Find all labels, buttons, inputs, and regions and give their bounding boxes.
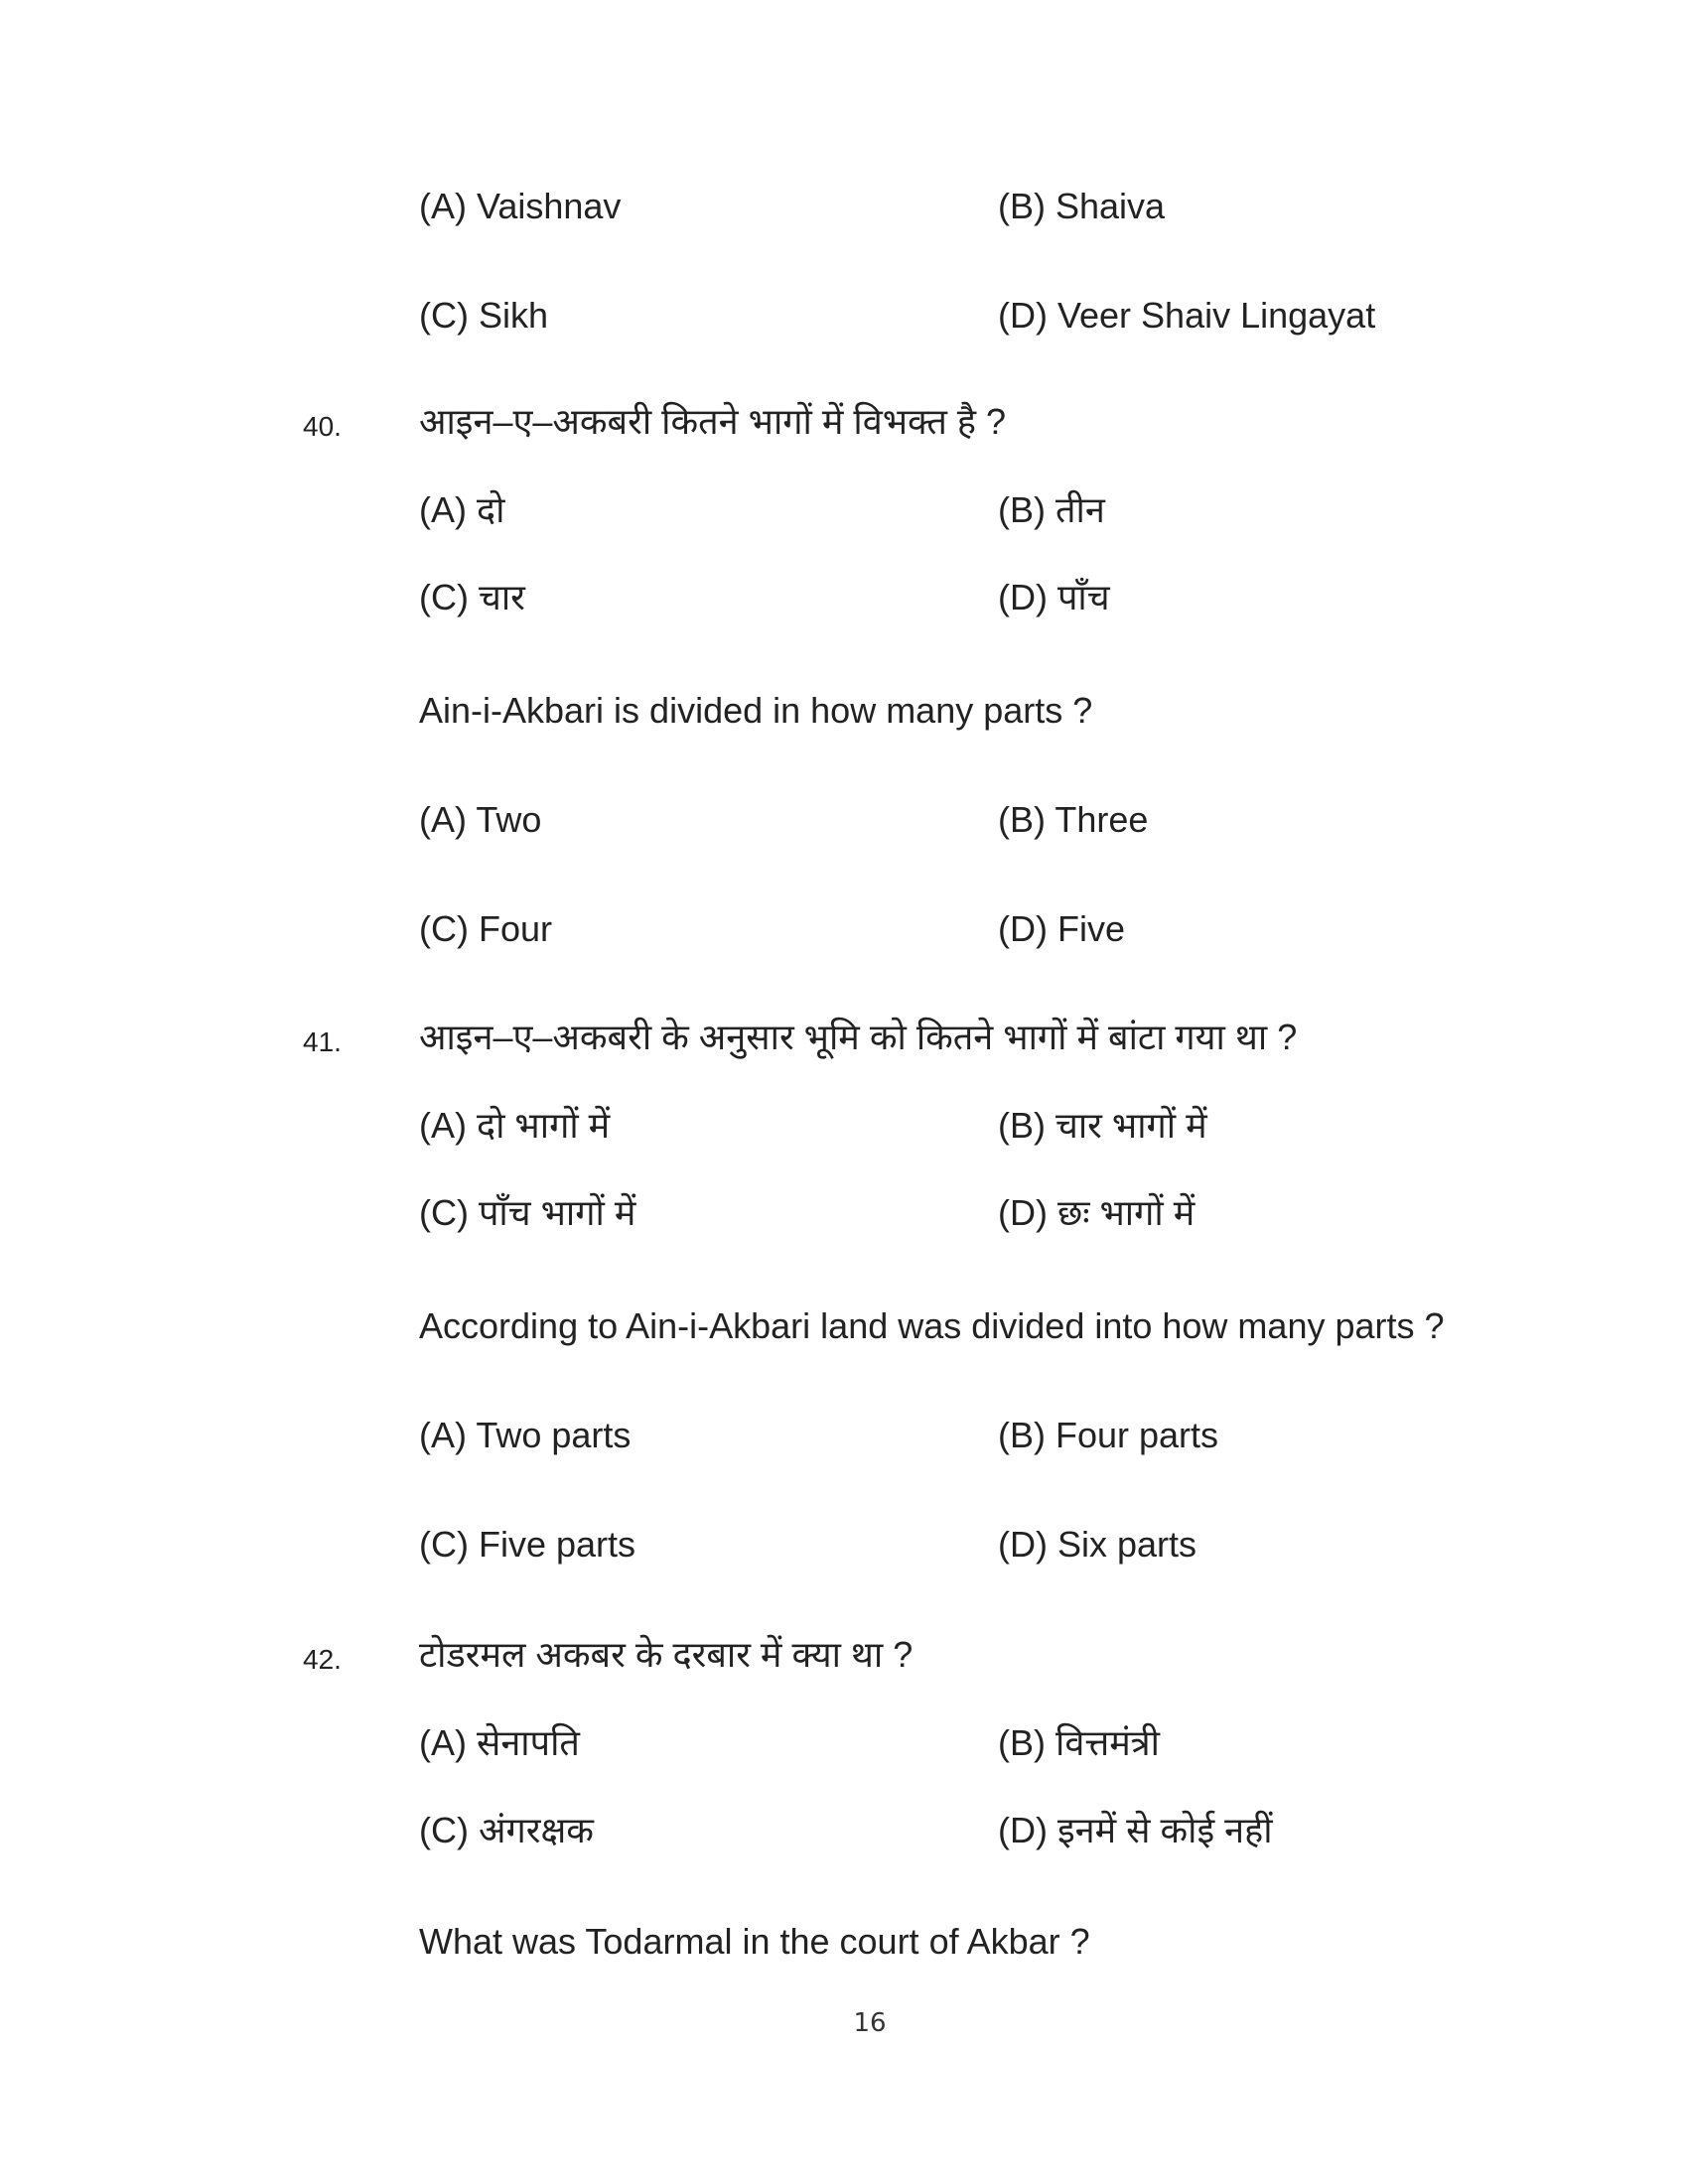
q42-option-b-hindi: (B) वित्तमंत्री <box>998 1722 1160 1763</box>
page-number: 16 <box>853 2008 887 2038</box>
q39-option-b: (B) Shaiva <box>998 186 1166 226</box>
q40-option-b: (B) Three <box>998 799 1149 840</box>
q40-option-a: (A) Two <box>419 799 542 840</box>
q41-option-d: (D) Six parts <box>998 1524 1197 1565</box>
q42-option-c-hindi: (C) अंगरक्षक <box>419 1810 594 1850</box>
q41-question-english: According to Ain-i-Akbari land was divided into how many parts ? <box>419 1305 1445 1346</box>
q41-option-a-hindi: (A) दो भागों में <box>419 1105 611 1146</box>
q40-option-a-hindi: (A) दो <box>419 489 505 530</box>
q41-number: 41. <box>303 1026 342 1057</box>
q40-question-english: Ain-i-Akbari is divided in how many parts ? <box>419 690 1093 731</box>
q42-option-a-hindi: (A) सेनापति <box>419 1722 580 1763</box>
q41-option-b: (B) Four parts <box>998 1415 1219 1455</box>
q42-question-hindi: टोडरमल अकबर के दरबार में क्या था ? <box>419 1634 914 1675</box>
q41-option-c-hindi: (C) पाँच भागों में <box>419 1192 636 1233</box>
q40-option-d: (D) Five <box>998 908 1125 949</box>
q39-option-c: (C) Sikh <box>419 295 549 336</box>
q40-option-c-hindi: (C) चार <box>419 577 525 617</box>
q39-option-d: (D) Veer Shaiv Lingayat <box>998 295 1376 336</box>
q40-number: 40. <box>303 411 342 442</box>
q41-question-hindi: आइन–ए–अकबरी के अनुसार भूमि को कितने भागों में बांटा गया था ? <box>419 1017 1298 1057</box>
q40-option-c: (C) Four <box>419 908 552 949</box>
q42-question-english: What was Todarmal in the court of Akbar ? <box>419 1921 1090 1962</box>
q40-option-b-hindi: (B) तीन <box>998 489 1105 530</box>
q41-option-b-hindi: (B) चार भागों में <box>998 1105 1207 1146</box>
q40-question-hindi: आइन–ए–अकबरी कितने भागों में विभक्त है ? <box>419 401 1006 442</box>
q42-option-d-hindi: (D) इनमें से कोई नहीं <box>998 1810 1273 1850</box>
q41-option-a: (A) Two parts <box>419 1415 632 1455</box>
q39-option-a: (A) Vaishnav <box>419 186 622 226</box>
q42-number: 42. <box>303 1644 342 1675</box>
q41-option-d-hindi: (D) छः भागों में <box>998 1192 1196 1233</box>
q40-option-d-hindi: (D) पाँच <box>998 577 1110 617</box>
q41-option-c: (C) Five parts <box>419 1524 636 1565</box>
